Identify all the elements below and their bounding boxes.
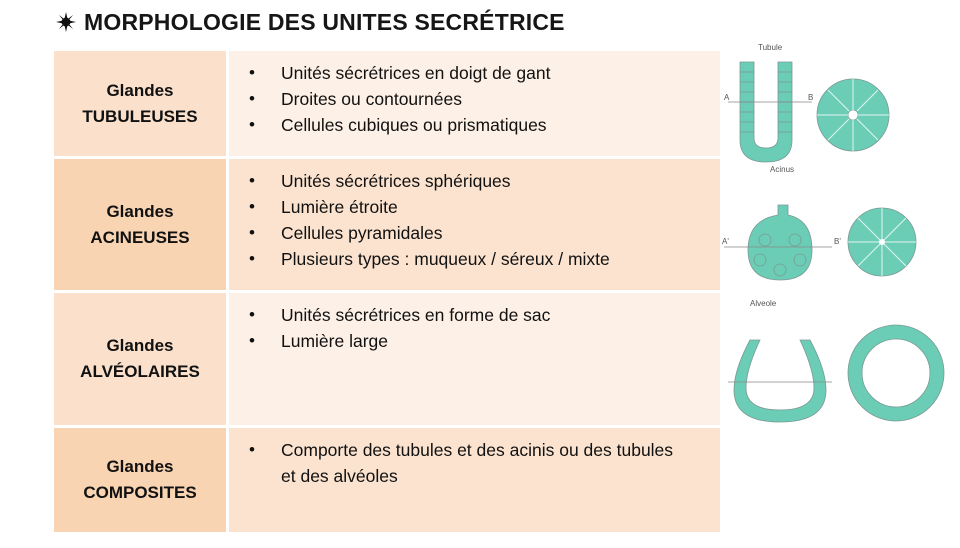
- sunburst-bullet-icon: [56, 12, 76, 32]
- row-header: [54, 159, 226, 290]
- title-text: MORPHOLOGIE DES UNITES SECRÉTRICE: [84, 8, 565, 35]
- list-item: • Lumière étroite: [281, 194, 710, 220]
- row-content: [229, 293, 720, 425]
- table-row-acineuses: [54, 159, 720, 290]
- list-item: • Cellules pyramidales: [281, 220, 710, 246]
- tubule-caption: Tubule: [758, 43, 783, 52]
- label-a-prime: A': [722, 237, 729, 246]
- alveole-cross-section: [848, 325, 944, 421]
- row-header-type: COMPOSITES: [83, 483, 197, 502]
- tubule-cross-section: [817, 79, 889, 151]
- table-row-tubuleuses: [54, 51, 720, 156]
- row-header: [54, 51, 226, 156]
- list-item: • Cellules cubiques ou prismatiques: [281, 112, 710, 138]
- row-header: [54, 293, 226, 425]
- label-b-prime: B': [834, 237, 841, 246]
- acinus-caption: Acinus: [770, 165, 795, 174]
- list-item: • Unités sécrétrices en forme de sac: [281, 302, 710, 328]
- row-header-type: ALVÉOLAIRES: [80, 362, 200, 381]
- row-header-line: Glandes: [106, 457, 174, 476]
- label-a: A: [724, 93, 730, 102]
- acinus-cross-section: [848, 208, 916, 276]
- list-item: • Comporte des tubules et des acinis ou des tubules et des alvéoles: [281, 437, 681, 489]
- alveole-caption: Alveole: [750, 299, 777, 308]
- row-header-line: Glandes: [106, 80, 174, 100]
- acinus-longitudinal-diagram: [724, 205, 832, 280]
- tubule-longitudinal-diagram: [728, 62, 812, 162]
- row-header: [54, 428, 226, 532]
- list-item: • Lumière large: [281, 328, 710, 354]
- table-row-composites: [54, 428, 720, 532]
- row-header-line: Glandes: [106, 201, 174, 221]
- row-content: [229, 51, 720, 156]
- table-row-alveolaires: [54, 293, 720, 425]
- secretory-units-illustration: [720, 40, 960, 440]
- list-item: • Droites ou contournées: [281, 86, 710, 112]
- list-item: • Unités sécrétrices en doigt de gant: [281, 60, 710, 86]
- label-b: B: [808, 93, 814, 102]
- row-content: [229, 159, 720, 290]
- list-item: • Unités sécrétrices sphériques: [281, 168, 710, 194]
- list-item: • Plusieurs types : muqueux / séreux / mixte: [281, 246, 710, 272]
- row-header-type: TUBULEUSES: [82, 106, 198, 126]
- glands-table: [54, 51, 720, 535]
- slide-title: [56, 6, 565, 38]
- row-content: [229, 428, 720, 532]
- row-header-line: Glandes: [106, 336, 174, 355]
- row-header-type: ACINEUSES: [90, 227, 190, 247]
- alveole-longitudinal-diagram: [728, 340, 832, 422]
